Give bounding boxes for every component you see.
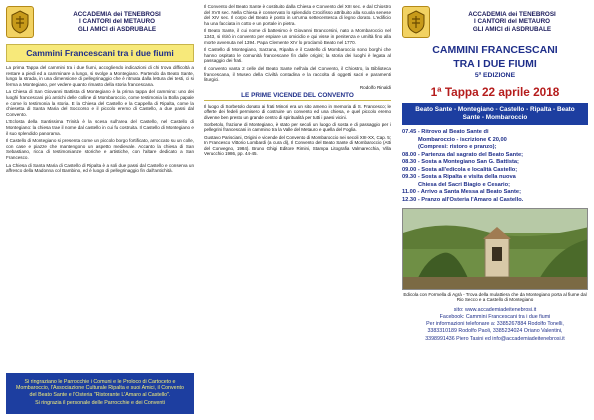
schedule-item: 08.00 - Partenza dal sagrato del Beato Sante; <box>402 151 524 158</box>
tappa-date: 1ª Tappa 22 aprile 2018 <box>430 85 560 99</box>
schedule-item: Mombaroccio - iscrizione € 20,00 <box>418 136 507 143</box>
academy-emblem-icon <box>6 6 34 38</box>
schedule-item: Chiesa del Sacri Biagio e Cesario; <box>418 181 510 188</box>
left-paragraph: La prima Tappa del cammini tra i due fiumi, accogliendo indicazioni di chi trova difficoltà a restare a piedi ed a camminare a lungo, si svolge a Montegiano. Partendo da Beato Sante, lungo la strada, in una dimensione di pellegrinaggio che è ritmata dalla lettura dei testi, ci si ferma a Montegiano, per vedere quanto rimasto della storia francescana. <box>6 65 194 87</box>
thanks-box <box>6 373 194 414</box>
schedule-item: 09.00 - Sosta all'edicola e località Castello; <box>402 166 518 173</box>
thanks-text: Si ringraziano le Parrocchie i Comuni e le Proloco di Cartoceto e Mombaroccio, l'Associazione Culturale Ripalta e suoi Amici, il Convento del Beato Sante e l'Osteria "Ristorante L'Amaro al Castello". <box>16 379 184 398</box>
schedule-item: 08.30 - Sosta a Montegiano San G. Battista; <box>402 159 519 165</box>
left-paragraph: La Chiesa di Santa Maria di Castello di Ripalta è a soli due passi dal Castello e conserva un affresco della Madonna col Bambino, ed è luogo di pellegrinaggio fin dall'antichità. <box>6 162 194 174</box>
main-title-line2: TRA I DUE FIUMI <box>453 58 537 70</box>
contact-line: 3398991436 Piero Tasini ed info@accademiadeitenebrosi.it <box>425 335 565 342</box>
contacts <box>402 307 588 342</box>
left-header <box>6 4 194 40</box>
middle-paragraph: Il Beato Sante, il cui nome di battesimo è Giovanni Brancorsini, nato a Mombaroccio nel 1343, si ritirò in convento per espiare un omicidio e qui visse in penitenza e umiltà fino alla morte avvenuta nel 1394. Papa Clemente XIV lo proclamò Beato nel 1770. <box>204 28 391 45</box>
middle-paragraph: Il Convento del Beato Sante è costituito dalla Chiesa e Convento del XIII sec. e dal Chiostro del XVII sec. Nella Chiesa è conservato lo splendido Crocifisso attribuito alla scuola senese del XIV sec. Il corpo del Beato è posto in un'urna settecentesca di legno dorato. L'edificio ha una facciata in cotto e un portale in pietra. <box>204 4 391 26</box>
academy-emblem-icon <box>402 6 430 38</box>
reference-paragraph: Sorbetolo, frazione di Montegiano, è stato per secoli un luogo di sosta e di passaggio per i pellegrini francescani in cammino tra la Valle del Metauro e quella del Foglia. <box>204 121 391 133</box>
middle-paragraph: Il convento vanta 2 celle del Beato Sante nell'ala del Convento, il Chiostro, la Biblioteca francescana, il Museo della Civiltà contadina e la raccolta di oggetti sacri e paramenti liturgici. <box>204 65 391 83</box>
photo-caption: Edicola con Formella di Agrà - Trova della mulattiera che da Montegiano porta al fiume dal Rio Secco e a Castello di Montegiano <box>403 291 587 303</box>
left-paragraph: Il Castello di Montegiano si presenta come un piccolo borgo fortificato, arroccato su un colle, con case e piazze che mantengono un aspetto medievale. Accanto la chiesa di San Sebastiano, ricca di testimonianze storiche e artistiche, con l'altare dedicato a San Francesco. <box>6 138 194 160</box>
middle-column <box>198 0 396 420</box>
reference-paragraph: Gustavo Parisciani, Origini e vicende del Convento di Mombaroccio nei secoli XIII-XX, Cap. 5; In Francesco Vittorio Lombardi (a cura di), Il Convento del Beato Sante di Mombaroccio (Atti del Convegno, 1984). Bruno Ghigi Editore Rimini, Stampa Litografia Valmarecchia, Villa Verucchio 1986, pp. 44-45. <box>204 134 391 156</box>
route-banner: Beato Sante - Montegiano - Castello - Ripalta - Beato Sante - Mombaroccio <box>402 103 588 125</box>
schedule <box>402 129 588 204</box>
middle-body <box>204 4 391 83</box>
thanks-text: Si ringrazia il personale delle Parrocchie e dei Conventi <box>35 399 165 406</box>
left-body <box>6 65 194 174</box>
reference-paragraph: Il luogo di Sorbetolo donato ai frati Minori era un sito ameno in memoria di S. Francesco; le offerte dei fedeli permisero di costruire un convento ed una chiesa, e quel piccolo eremo divenne ben presto un grande centro di spiritualità per tutti i paesi vicini. <box>204 103 391 120</box>
contact-line: Facebook: Cammini Francescani tra i due fiumi <box>439 313 551 320</box>
left-paragraph: La Chiesa di San Giovanni Battista di Montegiano è la prima tappa del cammino: uno dei luoghi francescani più antichi delle colline di Mombaroccio, come testimonia la Bolla papale e come lo testimonia la storia. E la Chiesa del Castello e la Cappella di Ripalta, come la chiesetta di Santa Maria del Soccorso e il piccolo eremo di Castello, a due passi dal Convento. <box>6 89 194 117</box>
left-header-text: ACCADEMIA dei TENEBROSI I CANTORI del METAURO GLI AMICI di ASDRUBALE <box>73 10 161 33</box>
shrine-photo <box>402 208 588 290</box>
middle-paragraph: Il Castello di Montegiano, Sarzana, Ripalta e il Castello di Mombaroccio sono borghi che hanno ospitato le comunità francescane fin dalle origini; la storia dei luoghi è legata al passaggio dei frati. <box>204 47 391 64</box>
left-paragraph: L'Eclosta della Santissima Trinità è la scesa sull'area del Castello, nel Castello di Montegiano: la chiesa trae il nome dal castello in cui fu costruita. Il Castello di Montegiano e il suo splendido panorama. <box>6 119 194 136</box>
edition: 5ª EDIZIONE <box>474 72 516 79</box>
references <box>204 104 391 157</box>
contact-line: Per informazioni telefonare a: 3385267884 Rodolfo Tonelli, <box>426 321 564 328</box>
right-column <box>396 0 594 420</box>
schedule-item: 09.30 - Sosta a Ripalta e visita della nuova <box>402 174 516 180</box>
right-header-text: ACCADEMIA dei TENEBROSI I CANTORI del METAURO GLI AMICI di ASDRUBALE <box>468 10 556 33</box>
schedule-item: 12.30 - Pranzo all'Osteria l'Amaro al Castello. <box>402 196 524 203</box>
contact-line: 3383310189 Rodolfo Paoli, 3385234024 Oriano Valentini, <box>427 328 563 335</box>
right-header <box>402 4 588 40</box>
signature: Rodolfo Rinaldi <box>359 84 391 90</box>
left-column <box>0 0 198 420</box>
schedule-item: 11.00 - Arrivo a Santa Messa al Beato Sante; <box>402 189 521 195</box>
section-title: LE PRIME VICENDE DEL CONVENTO <box>204 92 391 101</box>
schedule-item: (Compresi: ristoro e pranzo); <box>418 144 497 150</box>
main-title-line1: CAMMINI FRANCESCANI <box>432 44 558 56</box>
schedule-item: 07.45 - Ritrovo al Beato Sante di <box>402 129 489 135</box>
contact-line: sito: www.accademiadeitenebrosi.it <box>453 306 537 313</box>
left-title: Cammini Francescani tra i due fiumi <box>6 44 194 62</box>
